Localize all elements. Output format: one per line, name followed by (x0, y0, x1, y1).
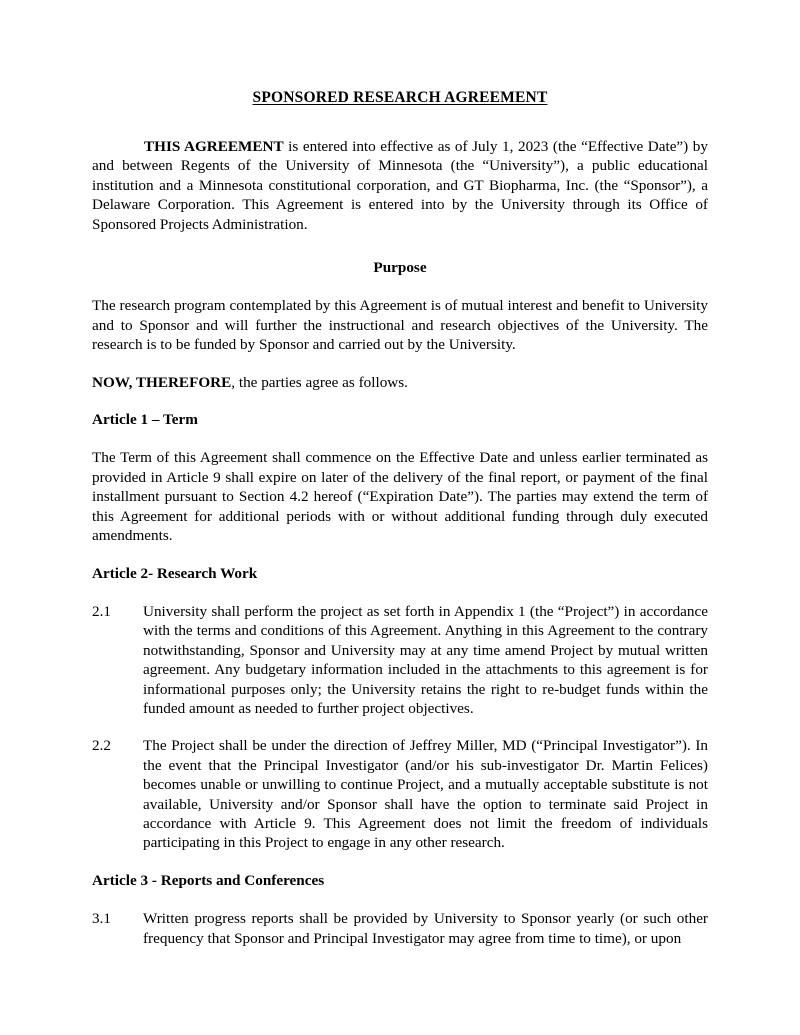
article-1-heading: Article 1 – Term (92, 411, 198, 429)
article-3-heading: Article 3 - Reports and Conferences (92, 871, 325, 889)
document-title (92, 88, 708, 107)
clause-3-1-text: Written progress reports shall be provided by University to Sponsor yearly (or such other frequency that Sponsor and Principal Investigator may agree from time to time), or upon (143, 910, 708, 947)
clause-2-1-text: University shall perform the project as set forth in Appendix 1 (the “Project”) in accordance with the terms and conditions of this Agreement. Anything in this Agreement to the contrary notwithstanding, Sponsor and University may at any time amend Project by mutual written agreement. Any budgetary information included in the attachments to this agreement is for informational purposes only; the University retains the right to re-budget funds within the funded amount as needed to further project objectives. (143, 602, 708, 717)
article-1-paragraph: The Term of this Agreement shall commence on the Effective Date and unless earlier terminated as provided in Article 9 shall expire on later of the delivery of the final report, or payment of the final installment pursuant to Section 4.2 hereof (“Expiration Date”). The parties may extend the term of this Agreement for additional periods with or without additional funding through duly executed amendments. (92, 449, 708, 545)
purpose-heading: Purpose (373, 259, 427, 277)
intro-paragraph (92, 137, 708, 234)
now-therefore-lead: NOW, THEREFORE (92, 373, 232, 391)
now-therefore-paragraph (92, 373, 708, 392)
clause-2-2-number: 2.2 (92, 737, 111, 755)
purpose-paragraph: The research program contemplated by this Agreement is of mutual interest and benefit to University and to Sponsor and will further the instructional and research objectives of the University. The research is to be funded by Sponsor and carried out by the University. (92, 297, 708, 354)
clause-2-2 (92, 736, 708, 852)
now-therefore-rest: , the parties agree as follows. (231, 373, 408, 391)
intro-rest-text: is entered into effective as of July 1, 2023 (the “Effective Date”) by and between Regents of the University of Minnesota (the “University”), a public educational institution and a Minnesota constitutional corporation, and GT Biopharma, Inc. (the “Sponsor”), a Delaware Corporation. This Agreement is entered into by the University through its Office of Sponsored Projects Administration. (92, 138, 708, 233)
article-2-heading: Article 2- Research Work (92, 564, 258, 582)
document-title-text: SPONSORED RESEARCH AGREEMENT (252, 89, 548, 106)
clause-2-1 (92, 602, 708, 718)
clause-2-2-text: The Project shall be under the direction of Jeffrey Miller, MD (“Principal Investigator”). In the event that the Principal Investigator (and/or his sub-investigator Dr. Martin Felices) becomes unable or unwilling to continue Project, and a mutually acceptable substitute is not available, University and/or Sponsor shall have the option to terminate said Project in accordance with Article 9. This Agreement does not limit the freedom of individuals participating in this Project to engage in any other research. (143, 737, 708, 852)
clause-2-1-number: 2.1 (92, 602, 111, 620)
document-body (92, 88, 708, 966)
clause-3-1-number: 3.1 (92, 910, 111, 928)
intro-lead-text: THIS AGREEMENT (144, 138, 284, 155)
clause-3-1 (92, 909, 708, 948)
